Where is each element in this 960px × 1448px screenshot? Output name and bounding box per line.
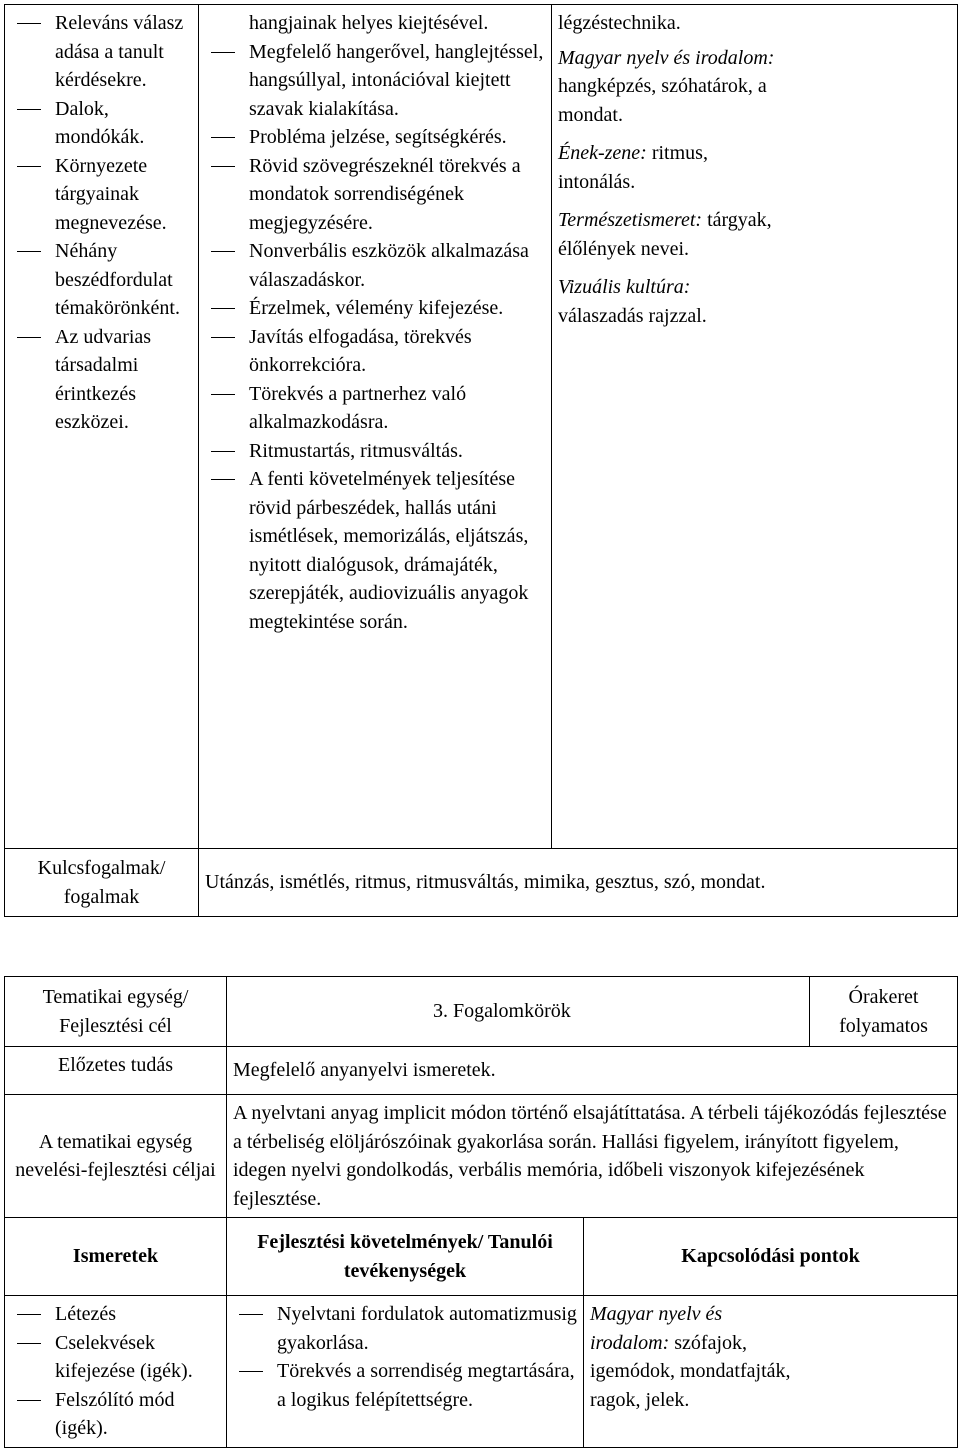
connection-text: tárgyak, élőlények nevei. [558,209,772,260]
requirement-items-cell [227,1296,584,1448]
requirement-item: Érzelmek, vélemény kifejezése. [205,294,545,323]
connection-item [558,273,778,330]
knowledge-item: Környezete tárgyainak megnevezése. [11,152,192,238]
requirements-lead: hangjainak helyes kiejtésével. [249,12,489,34]
requirement-item: Törekvés a sorrendiség megtartására, a logikus felépítettségre. [233,1357,577,1414]
prior-knowledge-value: Megfelelő anyanyelvi ismeretek. [227,1047,958,1095]
knowledge-item: Létezés [11,1300,220,1329]
connections-lead: légzéstechnika. [558,12,681,34]
requirement-item: Probléma jelzése, segítségkérés. [205,123,545,152]
connection-item [558,139,778,196]
link-items-cell [584,1296,958,1448]
connections-list [558,44,778,331]
connection-subject: Magyar nyelv és irodalom: [558,46,775,69]
knowledge-item: Az udvarias társadalmi érintkezés eszközei. [11,323,192,437]
requirement-item: Javítás elfogadása, törekvés önkorrekcióra. [205,323,545,380]
connections-cell [552,5,958,849]
curriculum-table-bottom [4,976,958,1448]
connection-subject: Természetismeret: [558,209,703,231]
link-text: szófajok, igemódok, mondatfajták, ragok, jelek. [590,1331,791,1411]
requirement-item: Nyelvtani fordulatok automatizmusig gyakorlása. [233,1300,577,1357]
knowledge-item: Cselekvések kifejezése (igék). [11,1329,220,1386]
knowledge-item: Releváns válasz adása a tanult kérdésekre. [11,9,192,95]
curriculum-table-top [4,4,958,917]
requirement-item: Nonverbális eszközök alkalmazása válaszadáskor. [205,237,545,294]
unit-label: Tematikai egység/ Fejlesztési cél [5,977,227,1047]
hours-label: Órakeret folyamatos [810,977,958,1047]
connection-text: hangképzés, szóhatárok, a mondat. [558,75,767,126]
connection-item [558,206,778,263]
key-concepts-value: Utánzás, ismétlés, ritmus, ritmusváltás, mimika, gesztus, szó, mondat. [199,849,958,917]
requirements-list [205,38,545,637]
connection-subject: Ének-zene: [558,142,647,164]
connection-subject: Vizuális kultúra: [558,276,691,298]
requirement-item: Ritmustartás, ritmusváltás. [205,437,545,466]
knowledge-items-cell [5,1296,227,1448]
knowledge-item: Néhány beszédfordulat témakörönként. [11,237,192,323]
header-links: Kapcsolódási pontok [584,1218,958,1296]
requirement-item: A fenti követelmények teljesítése rövid párbeszédek, hallás utáni ismétlések, memorizálás, eljátszás, nyitott dialógusok, drámajáték, szerepjáték, audiovizuális anyagok megtekintése során. [205,465,545,636]
knowledge-item: Dalok, mondókák. [11,95,192,152]
requirement-items [233,1300,577,1414]
knowledge-item: Felszólító mód (igék). [11,1386,220,1443]
requirements-cell [199,5,552,849]
knowledge-list [11,9,192,437]
requirement-item: Rövid szövegrészeknél törekvés a mondatok sorrendiségének megjegyzésére. [205,152,545,238]
goals-label: A tematikai egység nevelési-fejlesztési céljai [5,1095,227,1218]
knowledge-items [11,1300,220,1443]
requirement-item: Törekvés a partnerhez való alkalmazkodásra. [205,380,545,437]
knowledge-cell [5,5,199,849]
requirement-item: Megfelelő hangerővel, hanglejtéssel, hangsúllyal, intonációval kiejtett szavak kialakítása. [205,38,545,124]
connection-text: ritmus, intonálás. [558,142,708,193]
key-concepts-label: Kulcsfogalmak/ fogalmak [5,849,199,917]
link-subject: Magyar nyelv és irodalom: [590,1303,723,1354]
unit-title: 3. Fogalomkörök [227,977,810,1047]
link-item [590,1300,802,1414]
header-requirements: Fejlesztési követelmények/ Tanulói tevékenységek [227,1218,584,1296]
connection-text: válaszadás rajzzal. [558,304,707,327]
prior-knowledge-label: Előzetes tudás [5,1047,227,1095]
header-knowledge: Ismeretek [5,1218,227,1296]
goals-value: A nyelvtani anyag implicit módon történő elsajátíttatása. A térbeli tájékozódás fejlesztése a térbeliség elöljárószóinak gyakorlása során. Hallási figyelem, irányított figyelem, idegen nyelvi gondolkodás, verbális memória, időbeli viszonyok kifejezésének fejlesztése. [227,1095,958,1218]
connection-item [558,44,778,130]
